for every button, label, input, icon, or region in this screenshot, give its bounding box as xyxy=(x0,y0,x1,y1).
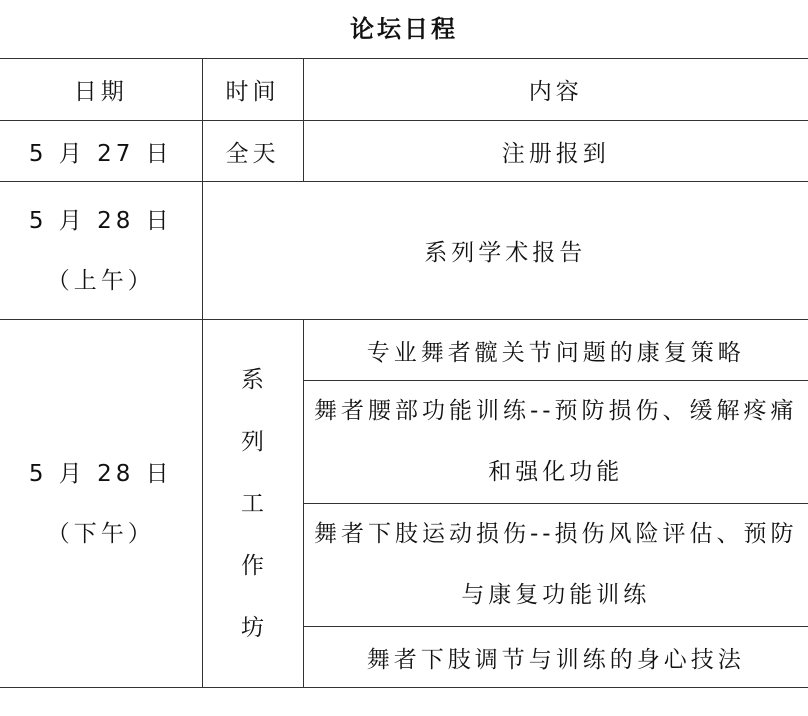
header-row xyxy=(0,59,808,121)
workshop-char: 系 xyxy=(241,366,264,393)
time-cell: 全天 xyxy=(202,121,303,182)
content-cell: 系列学术报告 xyxy=(202,182,808,320)
period-text: （上午） xyxy=(46,267,155,294)
schedule-table xyxy=(0,58,808,688)
session-cell: 舞者下肢运动损伤--损伤风险评估、预防与康复功能训练 xyxy=(303,504,808,627)
session-cell: 舞者下肢调节与训练的身心技法 xyxy=(303,627,808,688)
table-row xyxy=(0,182,808,320)
workshop-char: 工 xyxy=(241,490,264,517)
table-row xyxy=(0,320,808,381)
date-text: 5 月 28 日 xyxy=(28,460,173,487)
workshop-char: 作 xyxy=(241,552,264,579)
date-cell: 5 月 27 日 xyxy=(0,121,202,182)
header-date: 日期 xyxy=(0,59,202,121)
workshop-char: 坊 xyxy=(241,614,264,641)
date-text: 5 月 28 日 xyxy=(28,207,173,234)
table-title: 论坛日程 xyxy=(350,15,458,43)
time-cell-workshop xyxy=(202,320,303,688)
session-cell: 专业舞者髋关节问题的康复策略 xyxy=(303,320,808,381)
header-time: 时间 xyxy=(202,59,303,121)
session-cell: 舞者腰部功能训练--预防损伤、缓解疼痛和强化功能 xyxy=(303,381,808,504)
header-content: 内容 xyxy=(303,59,808,121)
date-cell xyxy=(0,182,202,320)
content-cell: 注册报到 xyxy=(303,121,808,182)
date-cell xyxy=(0,320,202,688)
period-text: （下午） xyxy=(46,520,155,547)
workshop-char: 列 xyxy=(241,428,264,455)
table-row xyxy=(0,121,808,182)
